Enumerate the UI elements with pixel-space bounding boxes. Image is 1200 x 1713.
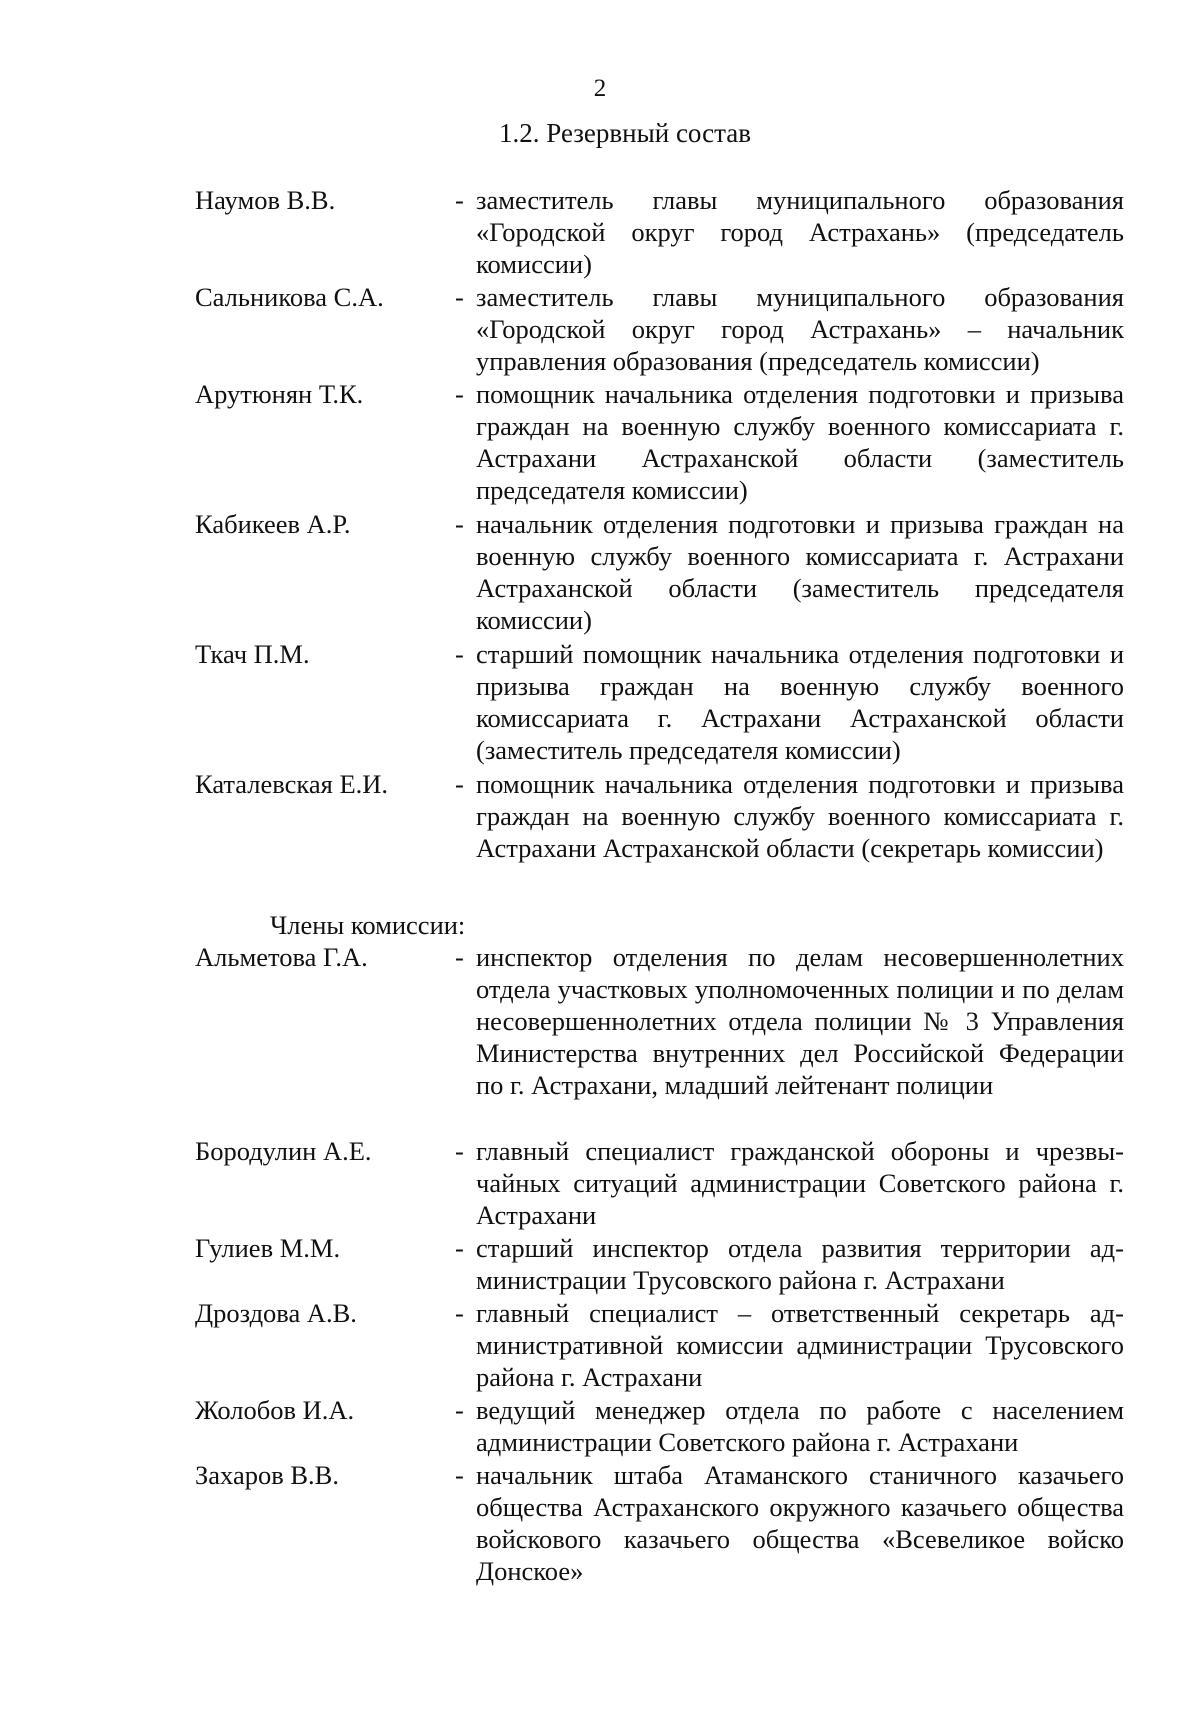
person-name: Кабикеев А.Р. xyxy=(195,509,351,539)
members-heading: Члены комиссии: xyxy=(270,910,466,940)
person-role: начальник штаба Атаманского станичного казачьего общества Астраханского окружного казачьего общества войскового казачьего общества «Всевеликое войско Донское» xyxy=(476,1460,1124,1586)
person-role: инспектор отделения по делам несовершеннолетних отдела участковых уполномоченных полиции и по делам несовершеннолетних отдела полиции № 3 Управления Министерства внутренних дел Российской Федерации по г. Астрахани, младший лейтенант полиции xyxy=(476,942,1124,1100)
person-role: заместитель главы муниципального образования «Городской округ город Астрахань» – начальник управления образования (председатель комиссии) xyxy=(476,282,1124,376)
person-role: помощник начальника отделения подготовки и призыва граждан на военную службу военного комиссариата г. Астрахани Астраханской области (секретарь комиссии) xyxy=(476,769,1124,863)
section-title: 1.2. Резервный состав xyxy=(499,118,751,148)
page-number: 2 xyxy=(593,75,607,102)
person-name: Альметова Г.А. xyxy=(195,942,368,972)
person-name: Захаров В.В. xyxy=(195,1460,339,1490)
person-role: заместитель главы муниципального образования «Городской округ город Астрахань» (председатель комиссии) xyxy=(476,185,1124,279)
person-role: главный специалист – ответственный секретарь административной комиссии администрации Трусовского района г. Астрахани xyxy=(476,1298,1124,1392)
entry-dash: - xyxy=(455,509,464,539)
entry-dash: - xyxy=(455,1298,464,1328)
entry-dash: - xyxy=(455,942,464,972)
person-name: Арутюнян Т.К. xyxy=(195,379,364,409)
person-name: Бородулин А.Е. xyxy=(195,1136,372,1166)
person-name: Гулиев М.М. xyxy=(195,1233,341,1263)
person-name: Наумов В.В. xyxy=(195,185,336,215)
person-role: главный специалист гражданской обороны и чрезвычайных ситуаций администрации Советского района г. Астрахани xyxy=(476,1136,1124,1230)
entry-dash: - xyxy=(455,1136,464,1166)
person-role: начальник отделения подготовки и призыва граждан на военную службу военного комиссариата г. Астрахани Астраханской области (заместитель председателя комиссии) xyxy=(476,509,1124,635)
person-role: помощник начальника отделения подготовки и призыва граждан на военную службу военного комиссариата г. Астрахани Астраханской области (заместитель председателя комиссии) xyxy=(476,379,1124,505)
entry-dash: - xyxy=(455,379,464,409)
entry-dash: - xyxy=(455,769,464,799)
person-role: ведущий менеджер отдела по работе с населением администрации Советского района г. Астрахани xyxy=(476,1395,1124,1457)
person-role: старший помощник начальника отделения подготовки и призыва граждан на военную службу военного комиссариата г. Астрахани Астраханской области (заместитель председателя комиссии) xyxy=(476,639,1124,765)
person-name: Сальникова С.А. xyxy=(195,282,384,312)
entry-dash: - xyxy=(455,1395,464,1425)
person-name: Каталевская Е.И. xyxy=(195,769,389,799)
entry-dash: - xyxy=(455,185,464,215)
entry-dash: - xyxy=(455,1233,464,1263)
person-name: Дроздова А.В. xyxy=(195,1298,357,1328)
person-name: Жолобов И.А. xyxy=(195,1395,355,1425)
entry-dash: - xyxy=(455,282,464,312)
person-role: старший инспектор отдела развития территории администрации Трусовского района г. Астрахани xyxy=(476,1233,1124,1295)
entry-dash: - xyxy=(455,639,464,669)
entry-dash: - xyxy=(455,1460,464,1490)
person-name: Ткач П.М. xyxy=(195,639,310,669)
